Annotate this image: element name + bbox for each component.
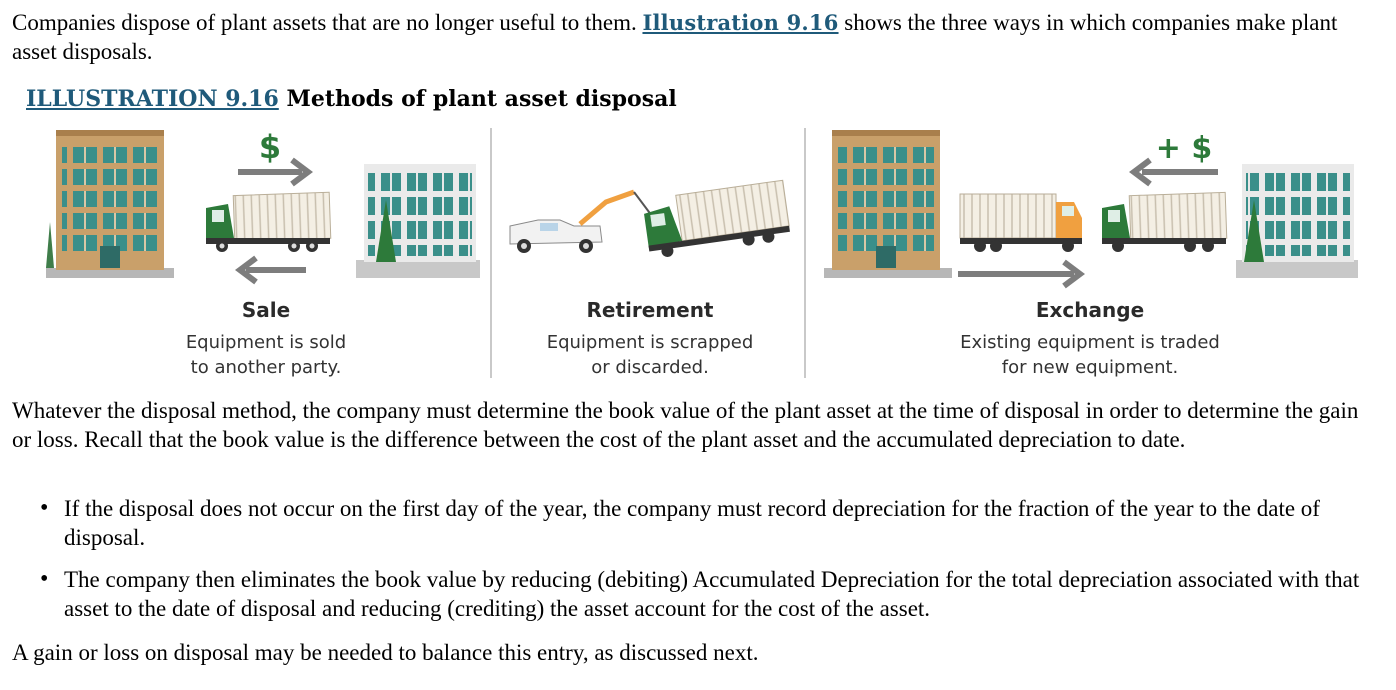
book-value-paragraph: Whatever the disposal method, the company must determine the book value of the plant asset at the time of disposal in order to determine the gain or loss. Recall that the book value is the difference between the cost of the plant asset and the accumulated depreciation to date. [12, 398, 1359, 452]
list-item: • The company then eliminates the book value by reducing (debiting) Accumulated Depreciation for the total depreciation associated with that asset to the date of disposal and reducing (crediting) the asset account for the cost of the asset. [12, 565, 1382, 623]
new-truck-icon [960, 194, 1082, 252]
sale-label: Sale [241, 298, 291, 322]
building-icon [356, 164, 480, 278]
arrow-left-icon [240, 258, 306, 282]
illustration-title: Methods of plant asset disposal [286, 86, 677, 112]
dollar-icon [1156, 131, 1212, 166]
arrow-right-icon [958, 262, 1080, 286]
sale-desc-line: to another party. [190, 357, 342, 378]
exchange-money-text: + $ [1155, 131, 1213, 166]
illustration-link[interactable]: Illustration 9.16 [642, 10, 839, 35]
building-icon [46, 130, 174, 278]
building-icon [1236, 164, 1358, 278]
tilted-truck-icon [642, 180, 791, 259]
exchange-label: Exchange [1035, 298, 1145, 322]
retirement-illustration [510, 180, 791, 259]
intro-paragraph [12, 8, 1382, 66]
retirement-description [490, 330, 810, 380]
truck-icon [206, 192, 331, 252]
illustration-number: ILLUSTRATION 9.16 [26, 86, 279, 112]
sale-desc-line: Equipment is sold [185, 332, 347, 353]
illustration-heading [26, 84, 677, 114]
list-item: • If the disposal does not occur on the first day of the year, the company must record depreciation for the fraction of the year to the date of disposal. [12, 494, 1382, 552]
exchange-desc-line: for new equipment. [1001, 357, 1179, 378]
retirement-label: Retirement [586, 298, 714, 322]
building-icon [824, 130, 952, 278]
tow-truck-icon [510, 192, 652, 253]
exchange-illustration [824, 130, 1358, 286]
sale-illustration [46, 128, 480, 282]
intro-text-after: shows the three ways in which companies make plant asset disposals. [12, 10, 1338, 64]
exchange-description [930, 330, 1250, 380]
retirement-desc-line: Equipment is scrapped [546, 332, 754, 353]
closing-paragraph: A gain or loss on disposal may be needed to balance this entry, as discussed next. [12, 640, 759, 665]
disposal-steps-list [12, 494, 1382, 636]
sale-description [106, 330, 426, 380]
disposal-methods-figure [40, 122, 1370, 384]
intro-text-before: Companies dispose of plant assets that are no longer useful to them. [12, 10, 643, 35]
dollar-icon [259, 128, 281, 166]
exchange-desc-line: Existing equipment is traded [960, 332, 1220, 353]
retirement-desc-line: or discarded. [591, 357, 709, 378]
sale-money-text: $ [258, 128, 282, 166]
truck-icon [1102, 192, 1227, 252]
